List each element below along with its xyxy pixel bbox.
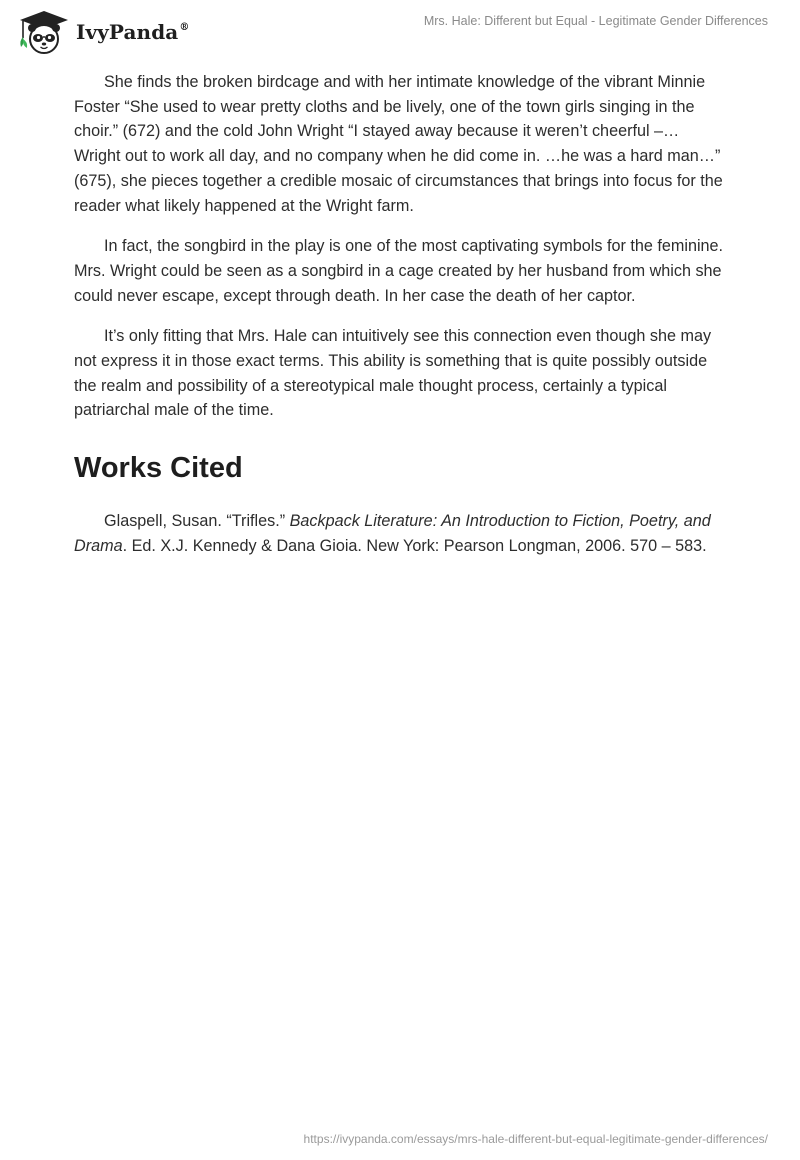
body-paragraph: She finds the broken birdcage and with her intimate knowledge of the vibrant Minnie Foster “She used to wear pretty cloths and be lively, one of the town girls singing in the choir.” (672) and the cold John Wright “I stayed away because it weren’t cheerful –… Wright out to work all day, and no company when he did come in. …he was a hard man…” (675), she pieces together a credible mosaic of circumstances that brings into focus for the reader what likely happened at the Wright farm. xyxy=(74,73,723,215)
citation-publication: . Ed. X.J. Kennedy & Dana Gioia. New York: Pearson Longman, 2006. 570 – 583. xyxy=(122,536,707,555)
essay-content xyxy=(74,70,728,575)
citation-entry xyxy=(74,509,728,558)
brand-name: IvyPanda® xyxy=(76,20,190,44)
panda-graduate-icon xyxy=(14,8,74,56)
citation-book-title: Backpack Literature: An Introduction to Fiction, Poetry, and Drama xyxy=(74,512,711,555)
page-header xyxy=(0,0,800,64)
works-cited-heading: Works Cited xyxy=(74,452,243,485)
ivypanda-logo[interactable] xyxy=(14,8,189,56)
document-title: Mrs. Hale: Different but Equal - Legitimate Gender Differences xyxy=(423,14,768,28)
source-url-link[interactable]: https://ivypanda.com/essays/mrs-hale-different-but-equal-legitimate-gender-differences/ xyxy=(303,1132,768,1146)
citation-author-title: Glaspell, Susan. “Trifles.” xyxy=(104,512,290,531)
body-paragraph: In fact, the songbird in the play is one of the most captivating symbols for the feminine. Mrs. Wright could be seen as a songbird in a cage created by her husband from which she could never escape, except through death. In her case the death of her captor. xyxy=(74,237,724,305)
body-paragraph: It’s only fitting that Mrs. Hale can intuitively see this connection even though she may not express it in those exact terms. This ability is something that is quite possibly outside the realm and possibility of a stereotypical male thought process, certainly a typical patriarchal male of the time. xyxy=(74,327,712,420)
registered-mark: ® xyxy=(179,22,190,33)
